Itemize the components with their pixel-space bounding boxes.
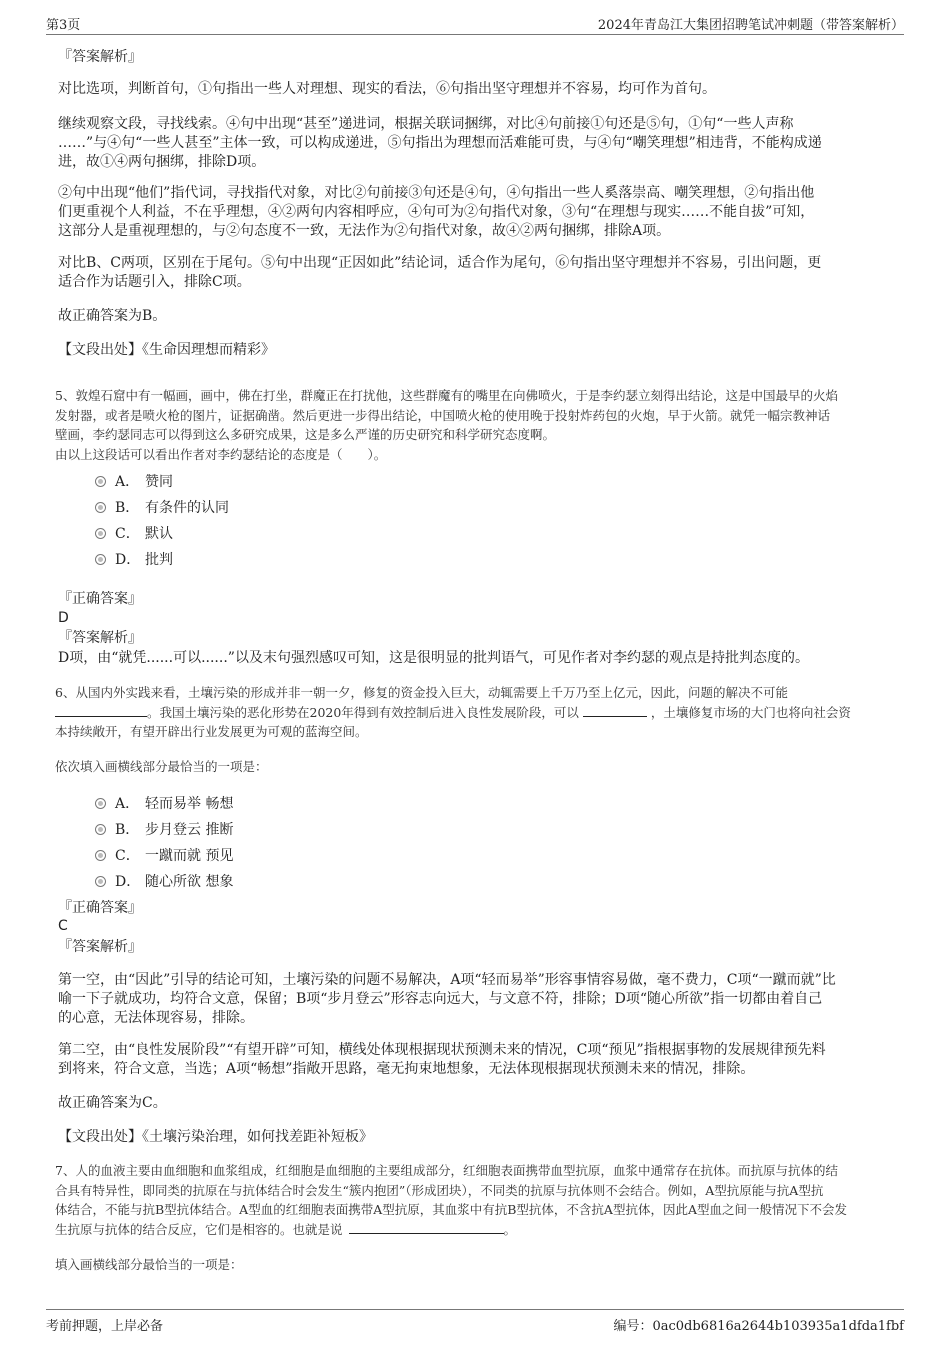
text-line: 喻一下子就成功，均符合文意，保留；B项“步月登云”形容志向远大，与文意不符，排除；D项“随心所欲”指一切都由着自己: [58, 991, 823, 1007]
text-line: 由以上这段话可以看出作者对李约瑟结论的态度是（ ）。: [55, 446, 387, 462]
option-text: 轻而易举 畅想: [145, 796, 234, 812]
text-line: 第二空，由“良性发展阶段”“有望开辟”可知，横线处体现根据现状预测未来的情况，C项“预见”指根据事物的发展规律预先料: [58, 1042, 826, 1058]
radio-icon[interactable]: [95, 798, 106, 809]
option-text: 一蹴而就 预见: [145, 848, 234, 864]
text-line: 的心意，无法体现容易，排除。: [58, 1010, 254, 1026]
radio-icon[interactable]: [95, 502, 106, 513]
q4-analysis-para2: [58, 115, 822, 172]
q6-analysis-para1: [58, 971, 836, 1028]
text-line: 适合作为话题引入，排除C项。: [58, 274, 251, 290]
text-line: 体结合，不能与抗B型抗体结合。A型血的红细胞表面携带A型抗原，其血浆中有抗B型抗体，不含抗A型抗体，因此A型血之间一般情况下不会发: [55, 1202, 847, 1217]
text-line: 本持续敞开，有望开辟出行业发展更为可观的蓝海空间。: [55, 724, 368, 739]
fill-blank: [349, 1220, 504, 1234]
q5-answer: D: [58, 610, 69, 626]
q4-source: 【文段出处】《生命因理想而精彩》: [58, 342, 275, 358]
option-letter: B．: [115, 500, 140, 516]
text-segment: 。: [503, 1221, 517, 1237]
q5-stem: [55, 386, 838, 464]
text-line: 5、敦煌石窟中有一幅画，画中，佛在打坐，群魔正在打扰他，这些群魔有的嘴里在向佛喷火，于是李约瑟立刻得出结论，这是中国最早的火焰: [55, 388, 838, 403]
text-segment: 生抗原与抗体的结合反应，它们是相容的。也就是说: [55, 1221, 343, 1237]
text-segment: 。我国土壤污染的恶化形势在2020年得到有效控制后进入良性发展阶段，可以: [147, 704, 579, 720]
q7-stem: [55, 1161, 847, 1239]
text-line: 到将来，符合文意，当选；A项“畅想”指敞开思路，毫无拘束地想象，无法体现根据现状预测未来的情况，排除。: [58, 1061, 755, 1077]
q6-answer-label: 『正确答案』: [58, 900, 142, 916]
option-letter: C．: [115, 526, 140, 542]
q6-answer: C: [58, 918, 68, 934]
q6-prompt: 依次填入画横线部分最恰当的一项是：: [55, 759, 268, 774]
option-letter: A．: [115, 474, 140, 490]
text-line: [55, 1220, 847, 1240]
document-id: 编号：0ac0db6816a2644b103935a1dfda1fbf: [613, 1319, 904, 1334]
radio-icon[interactable]: [95, 554, 106, 565]
text-line: 第一空，由“因此”引导的结论可知，土壤污染的问题不易解决，A项“轻而易举”形容事情容易做，毫不费力，C项“一蹴而就”比: [58, 972, 836, 988]
footer-slogan: 考前押题，上岸必备: [46, 1319, 164, 1334]
text-line: [55, 703, 851, 723]
text-line: 进，故①④两句捆绑，排除D项。: [58, 154, 266, 170]
option-text: 默认: [145, 526, 173, 542]
q5-answer-label: 『正确答案』: [58, 591, 142, 607]
q6-option-a[interactable]: [95, 793, 233, 813]
option-text: 步月登云 推断: [145, 822, 234, 838]
page-header: [46, 12, 904, 35]
q4-analysis-para1: 对比选项，判断首句，①句指出一些人对理想、现实的看法，⑥句指出坚守理想并不容易，均可作为首句。: [58, 81, 716, 97]
fill-blank: [55, 703, 147, 717]
q6-analysis-para2: [58, 1041, 826, 1079]
q4-analysis-para3: [58, 184, 814, 241]
q6-option-b[interactable]: [95, 819, 233, 839]
q5-option-d[interactable]: [95, 549, 173, 569]
text-segment: ，土壤修复市场的大门也将向社会资: [650, 704, 851, 720]
text-line: 发射器，或者是喷火枪的图片，证据确凿。然后更进一步得出结论，中国喷火枪的使用晚于投射炸药包的火炮，早于火箭。就凭一幅宗教神话: [55, 407, 831, 423]
text-line: 7、人的血液主要由血细胞和血浆组成，红细胞是血细胞的主要组成部分，红细胞表面携带血型抗原，血浆中通常存在抗体。而抗原与抗体的结: [55, 1163, 838, 1178]
option-text: 批判: [145, 552, 173, 568]
document-title: 2024年青岛江大集团招聘笔试冲刺题（带答案解析）: [597, 18, 904, 33]
option-letter: D．: [115, 552, 141, 568]
q4-analysis-label: 『答案解析』: [58, 49, 142, 65]
fill-blank: [583, 703, 647, 717]
page-footer: [46, 1309, 904, 1336]
text-line: 壁画，李约瑟同志可以得到这么多研究成果，这是多么严谨的历史研究和科学研究态度啊。: [55, 427, 556, 442]
q6-option-d[interactable]: [95, 871, 233, 891]
text-line: ②句中出现“他们”指代词，寻找指代对象，对比②句前接③句还是④句，④句指出一些人奚落崇高、嘲笑理想，②句指出他: [58, 185, 815, 201]
radio-icon[interactable]: [95, 876, 106, 887]
q5-analysis: D项，由“就凭......可以......”以及末句强烈感叹可知，这是很明显的批判语气，可见作者对李约瑟的观点是持批判态度的。: [58, 650, 809, 666]
option-text: 随心所欲 想象: [145, 874, 234, 890]
q7-prompt: 填入画横线部分最恰当的一项是：: [55, 1257, 243, 1272]
q5-analysis-label: 『答案解析』: [58, 630, 142, 646]
option-text: 有条件的认同: [145, 500, 229, 516]
q6-source: 【文段出处】《土壤污染治理，如何找差距补短板》: [58, 1129, 373, 1145]
text-line: 继续观察文段，寻找线索。④句中出现“甚至”递进词，根据关联词捆绑，对比④句前接①句还是⑤句，①句“一些人声称: [58, 116, 794, 132]
text-line: ……”与④句“一些人甚至”主体一致，可以构成递进，⑤句指出为理想而活难能可贵，与④句“嘲笑理想”相违背，不能构成递: [58, 135, 822, 151]
text-line: 这部分人是重视理想的，与②句态度不一致，无法作为②句指代对象，故④②两句捆绑，排除A项。: [58, 223, 671, 239]
q6-analysis-label: 『答案解析』: [58, 939, 142, 955]
q4-conclusion: 故正确答案为B。: [58, 308, 167, 324]
radio-icon[interactable]: [95, 824, 106, 835]
option-text: 赞同: [145, 474, 173, 490]
option-letter: B．: [115, 822, 140, 838]
q4-analysis-para4: [58, 254, 821, 292]
radio-icon[interactable]: [95, 850, 106, 861]
q5-option-b[interactable]: [95, 497, 229, 517]
q5-option-c[interactable]: [95, 523, 173, 543]
q6-conclusion: 故正确答案为C。: [58, 1095, 167, 1111]
q6-stem: [55, 683, 851, 742]
text-line: 对比B、C两项，区别在于尾句。⑤句中出现“正因如此”结论词，适合作为尾句，⑥句指出坚守理想并不容易，引出问题，更: [58, 255, 822, 271]
page-number: 第3页: [46, 18, 81, 33]
option-letter: A．: [115, 796, 140, 812]
text-line: 6、从国内外实践来看，土壤污染的形成并非一朝一夕，修复的资金投入巨大，动辄需要上千万乃至上亿元，因此，问题的解决不可能: [55, 685, 788, 700]
radio-icon[interactable]: [95, 528, 106, 539]
option-letter: C．: [115, 848, 140, 864]
radio-icon[interactable]: [95, 476, 106, 487]
text-line: 合具有特异性，即同类的抗原在与抗体结合时会发生“簇内抱团”（形成团块），不同类的抗原与抗体则不会结合。例如，A型抗原能与抗A型抗: [55, 1182, 824, 1198]
text-line: 们更重视个人利益，不在乎理想，④②两句内容相呼应，④句可为②句指代对象，③句“在理想与现实……不能自拔”可知，: [58, 204, 815, 220]
q6-option-c[interactable]: [95, 845, 233, 865]
q5-option-a[interactable]: [95, 471, 173, 491]
option-letter: D．: [115, 874, 141, 890]
